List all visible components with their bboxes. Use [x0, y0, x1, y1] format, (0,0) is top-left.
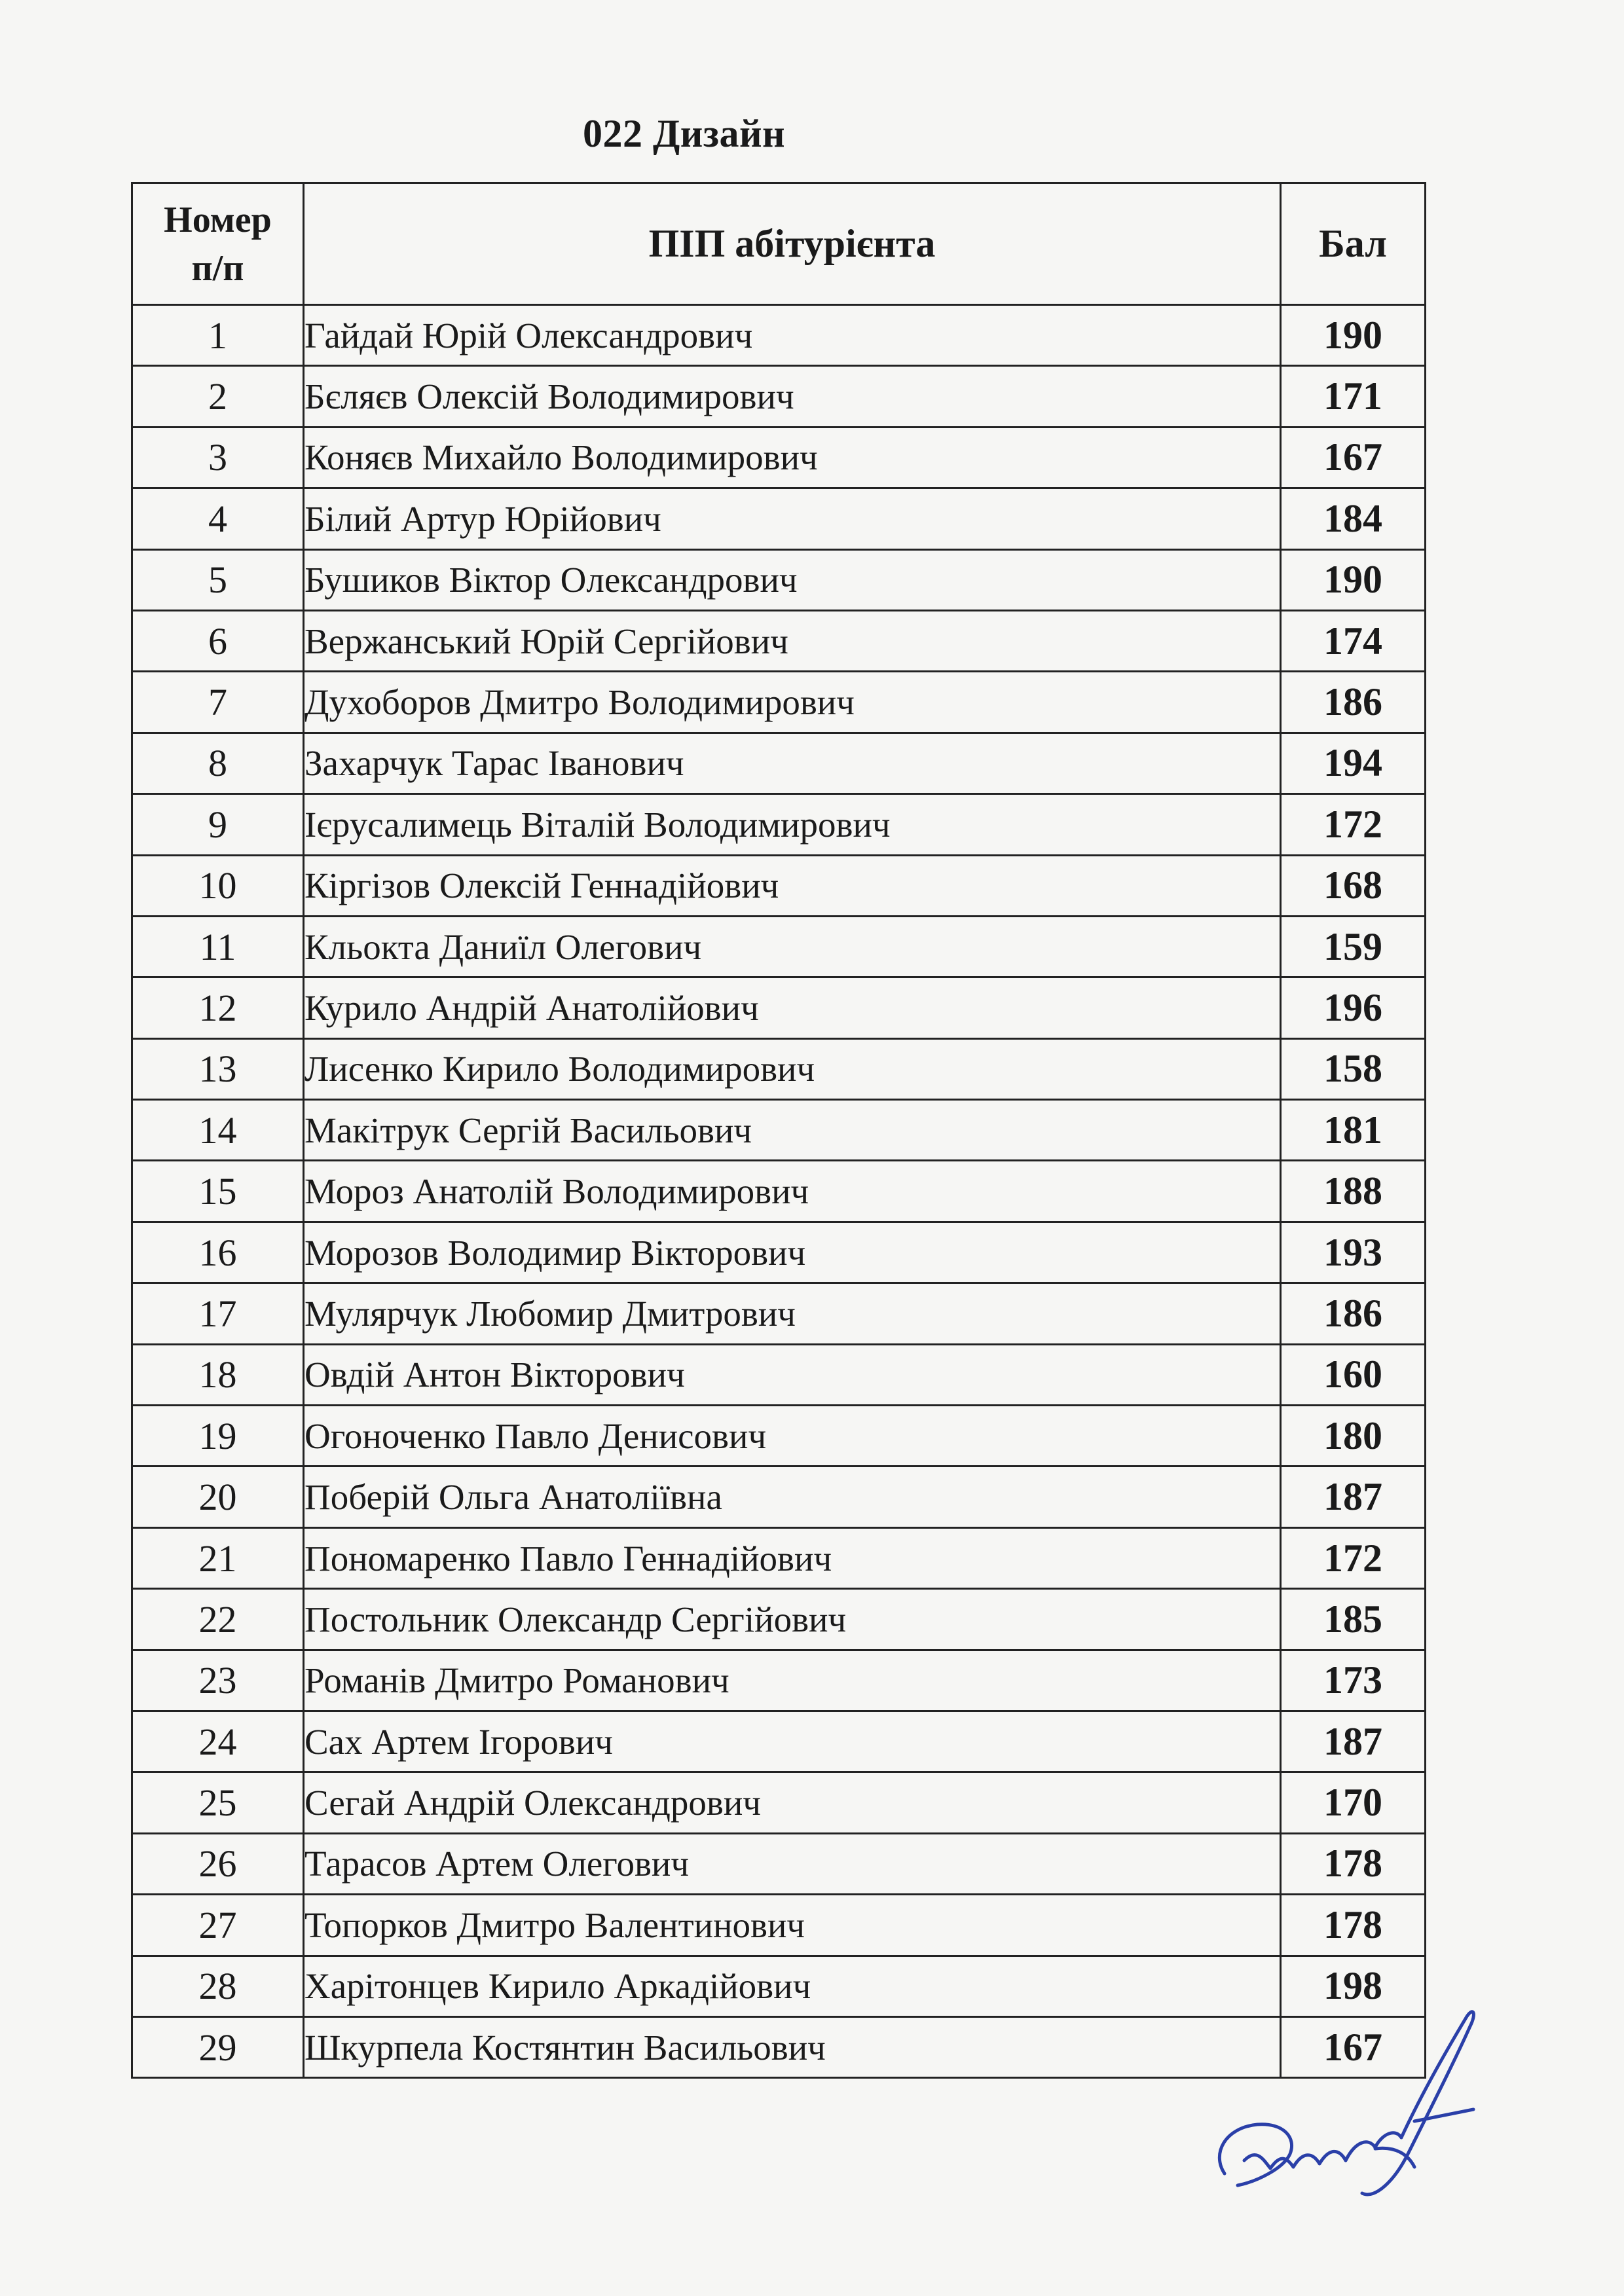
applicant-score: 173 — [1281, 1650, 1426, 1711]
row-number: 16 — [132, 1222, 304, 1283]
applicant-name: Шкурпела Костянтин Васильович — [304, 2016, 1281, 2077]
applicant-name: Харітонцев Кирило Аркадійович — [304, 1956, 1281, 2016]
table-row — [132, 1650, 1426, 1711]
applicant-score: 181 — [1281, 1100, 1426, 1161]
document-title: 022 Дизайн — [583, 112, 786, 155]
row-number: 25 — [132, 1772, 304, 1833]
applicant-score: 160 — [1281, 1344, 1426, 1405]
table-body — [132, 305, 1426, 2078]
table-row — [132, 1038, 1426, 1099]
table-row — [132, 1772, 1426, 1833]
applicant-score: 167 — [1281, 2016, 1426, 2077]
table-row — [132, 610, 1426, 671]
applicant-name: Захарчук Тарас Іванович — [304, 733, 1281, 793]
row-number: 2 — [132, 366, 304, 427]
table-row — [132, 1711, 1426, 1772]
applicant-score: 194 — [1281, 733, 1426, 793]
applicant-score: 190 — [1281, 305, 1426, 366]
header-number — [132, 183, 304, 305]
row-number: 10 — [132, 855, 304, 916]
row-number: 14 — [132, 1100, 304, 1161]
table-row — [132, 1222, 1426, 1283]
table-row — [132, 733, 1426, 793]
applicant-name: Курило Андрій Анатолійович — [304, 977, 1281, 1038]
table-row — [132, 305, 1426, 366]
table-row — [132, 1406, 1426, 1467]
applicants-table — [131, 182, 1426, 2079]
row-number: 18 — [132, 1344, 304, 1405]
applicant-score: 172 — [1281, 794, 1426, 855]
row-number: 27 — [132, 1895, 304, 1956]
applicant-name: Лисенко Кирило Володимирович — [304, 1038, 1281, 1099]
applicant-name: Овдій Антон Вікторович — [304, 1344, 1281, 1405]
table-header-row — [132, 183, 1426, 305]
applicant-score: 178 — [1281, 1833, 1426, 1894]
row-number: 3 — [132, 427, 304, 488]
applicant-name: Поберій Ольга Анатоліївна — [304, 1467, 1281, 1527]
row-number: 26 — [132, 1833, 304, 1894]
applicant-score: 168 — [1281, 855, 1426, 916]
table-row — [132, 794, 1426, 855]
applicant-name: Вержанський Юрій Сергійович — [304, 610, 1281, 671]
header-score: Бал — [1281, 183, 1426, 305]
header-number-line1: Номер — [164, 199, 272, 240]
applicant-score: 178 — [1281, 1895, 1426, 1956]
applicant-name: Топорков Дмитро Валентинович — [304, 1895, 1281, 1956]
row-number: 17 — [132, 1283, 304, 1344]
table-row — [132, 366, 1426, 427]
row-number: 5 — [132, 549, 304, 610]
applicant-name: Ієрусалимець Віталій Володимирович — [304, 794, 1281, 855]
table-row — [132, 977, 1426, 1038]
header-name: ПІП абітурієнта — [304, 183, 1281, 305]
applicant-name: Сегай Андрій Олександрович — [304, 1772, 1281, 1833]
row-number: 19 — [132, 1406, 304, 1467]
applicant-name: Тарасов Артем Олегович — [304, 1833, 1281, 1894]
applicant-score: 186 — [1281, 1283, 1426, 1344]
applicant-name: Мулярчук Любомир Дмитрович — [304, 1283, 1281, 1344]
applicant-score: 185 — [1281, 1589, 1426, 1650]
applicant-score: 170 — [1281, 1772, 1426, 1833]
applicant-score: 158 — [1281, 1038, 1426, 1099]
row-number: 6 — [132, 610, 304, 671]
applicant-score: 190 — [1281, 549, 1426, 610]
applicant-name: Романів Дмитро Романович — [304, 1650, 1281, 1711]
row-number: 9 — [132, 794, 304, 855]
applicant-name: Сах Артем Ігорович — [304, 1711, 1281, 1772]
applicant-score: 172 — [1281, 1527, 1426, 1588]
applicant-score: 184 — [1281, 488, 1426, 549]
applicant-name: Коняєв Михайло Володимирович — [304, 427, 1281, 488]
table-row — [132, 1589, 1426, 1650]
applicant-score: 187 — [1281, 1467, 1426, 1527]
table-row — [132, 1467, 1426, 1527]
row-number: 1 — [132, 305, 304, 366]
row-number: 11 — [132, 916, 304, 977]
applicant-score: 167 — [1281, 427, 1426, 488]
row-number: 24 — [132, 1711, 304, 1772]
row-number: 21 — [132, 1527, 304, 1588]
row-number: 15 — [132, 1161, 304, 1222]
row-number: 29 — [132, 2016, 304, 2077]
applicant-score: 171 — [1281, 366, 1426, 427]
table-row — [132, 1344, 1426, 1405]
table-row — [132, 1527, 1426, 1588]
applicant-name: Мороз Анатолій Володимирович — [304, 1161, 1281, 1222]
table-row — [132, 1833, 1426, 1894]
table-row — [132, 1161, 1426, 1222]
row-number: 7 — [132, 672, 304, 733]
applicant-score: 198 — [1281, 1956, 1426, 2016]
applicant-name: Бєляєв Олексій Володимирович — [304, 366, 1281, 427]
row-number: 28 — [132, 1956, 304, 2016]
applicant-name: Бушиков Віктор Олександрович — [304, 549, 1281, 610]
applicant-name: Огоноченко Павло Денисович — [304, 1406, 1281, 1467]
applicant-score: 188 — [1281, 1161, 1426, 1222]
table-row — [132, 549, 1426, 610]
header-number-line2: п/п — [191, 247, 244, 289]
applicant-name: Кіргізов Олексій Геннадійович — [304, 855, 1281, 916]
row-number: 12 — [132, 977, 304, 1038]
applicant-score: 174 — [1281, 610, 1426, 671]
applicant-name: Духоборов Дмитро Володимирович — [304, 672, 1281, 733]
applicant-name: Гайдай Юрій Олександрович — [304, 305, 1281, 366]
table-row — [132, 488, 1426, 549]
applicant-name: Морозов Володимир Вікторович — [304, 1222, 1281, 1283]
table-row — [132, 1283, 1426, 1344]
applicant-score: 196 — [1281, 977, 1426, 1038]
applicant-score: 186 — [1281, 672, 1426, 733]
table-row — [132, 1895, 1426, 1956]
table-row — [132, 672, 1426, 733]
row-number: 22 — [132, 1589, 304, 1650]
applicant-name: Макітрук Сергій Васильович — [304, 1100, 1281, 1161]
applicant-name: Білий Артур Юрійович — [304, 488, 1281, 549]
applicant-score: 159 — [1281, 916, 1426, 977]
applicant-name: Пономаренко Павло Геннадійович — [304, 1527, 1281, 1588]
applicant-name: Постольник Олександр Сергійович — [304, 1589, 1281, 1650]
row-number: 23 — [132, 1650, 304, 1711]
table-row — [132, 1100, 1426, 1161]
row-number: 13 — [132, 1038, 304, 1099]
row-number: 4 — [132, 488, 304, 549]
table-row — [132, 427, 1426, 488]
applicant-name: Кльокта Даниїл Олегович — [304, 916, 1281, 977]
applicant-score: 180 — [1281, 1406, 1426, 1467]
applicant-score: 193 — [1281, 1222, 1426, 1283]
row-number: 8 — [132, 733, 304, 793]
signature-icon — [1198, 1997, 1513, 2213]
table-row — [132, 855, 1426, 916]
row-number: 20 — [132, 1467, 304, 1527]
table-row — [132, 916, 1426, 977]
applicant-score: 187 — [1281, 1711, 1426, 1772]
